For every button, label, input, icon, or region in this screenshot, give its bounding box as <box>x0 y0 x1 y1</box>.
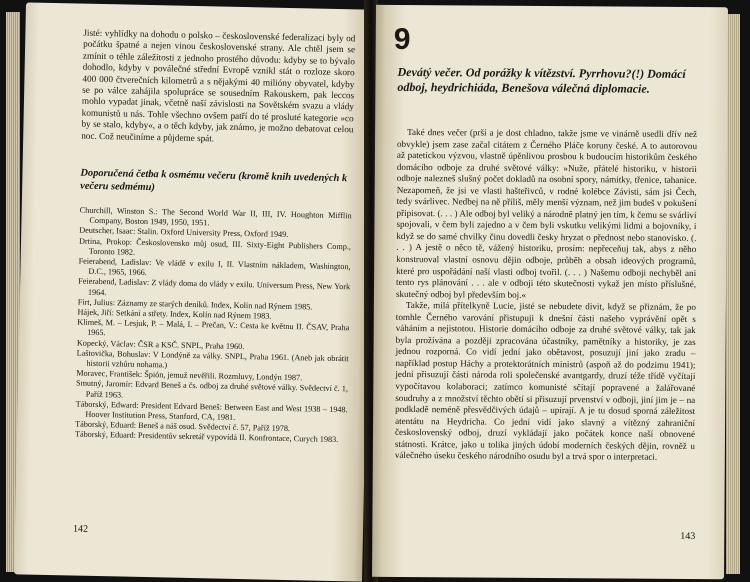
left-page-number: 142 <box>72 523 89 535</box>
body-paragraph: Takže, milá přítelkyně Lucie, jisté se nebudete divit, když se přiznám, že po tomhle Černého varování přistupuji k dnešní části našeho vyprávění opět s váháním a nejistotou. Historie domácího odboje za druhé světové války, tak jak byla prožívána a později zpracována účastníky, pamětníky a historiky, je zas jednou rozporná. Co vidí jední jako obětavost, posuzují jiní jako zradu – například postup Háchy a protektorátních ministrů (aspoň až do podzimu 1941); jední přisuzují části národa roli společenské avantgardy, druzí téže třídě vyčítají vypočítavou kolaboraci; zatímco komunisté sčítají popravené a žalářované soudruhy a z množství těchto obětí si přisuzují prvenství v odboji, jiní jim je – na podkladě neméně přesvědčivých údajů – upírají. A je tu dosud sporná záležitost atentátu na Heydricha. Co jední vidí jako slavný a vítězný zahraniční československý odboj, druzí vykládají jako počátek konce naší obnovené státnosti. Krátce, jako u tolika jiných údobí moderních českých dějin, rovněž u válečného úseku českého národního osudu byl a trvá spor o interpretaci. <box>394 300 696 463</box>
chapter-number: 9 <box>393 22 411 57</box>
chapter-body <box>395 127 697 464</box>
recommended-reading-heading: Doporučená četba k osmému večeru (kromě knih uvedených k večeru sedmému) <box>80 167 348 193</box>
reference-item: Feierabend, Ladislav: Z vlády doma do vlády v exilu. Universum Press, New York 1964. <box>78 276 351 297</box>
reference-item: Drtina, Prokop: Československo můj osud, III. Sixty-Eight Publishers Comp., Toronto 1982. <box>78 236 352 257</box>
right-page-number: 143 <box>680 530 696 543</box>
right-page-edges <box>726 14 740 574</box>
right-page <box>372 5 728 579</box>
reference-item: Churchill, Winston S.: The Second World War II, III, IV. Houghton Mifflin Company, Boston 1949, 1950, 1951. <box>79 205 352 228</box>
reference-item: Klimeš, M. – Lesjuk, P. – Malá, I. – Prečan, V.: Cesta ke květnu II. ČSAV, Praha 1965. <box>77 317 350 338</box>
left-page <box>14 2 374 581</box>
reference-item: Laštovička, Bohuslav: V Londýně za války. SNPL, Praha 1961. (Aneb jak obrátit historii vzhůru nohama.) <box>76 348 349 370</box>
reference-list <box>75 206 352 446</box>
reference-item: Táborský, Eduard: Beneš a náš osud. Svědectví č. 57, Paříž 1978. <box>75 419 291 434</box>
intro-text: Jisté: vyhlídky na dohodu o polsko – československé federalizaci byly od počátku špatné a nejen vinou československé strany. Ale chtěl jsem se zmínit o téhle záležitosti z jednoho prostého důvodu: kdyby se to bývalo dohodlo, kdyby v poválečné střední Evropě vznikl stát o rozloze skoro 400 000 čtverečních kilometrů a s nějakými 40 milióny obyvatel, kdyby se po válce zahájila spolupráce se sousedním Rakouskem, pak leccos mohlo vypadat jinak, včetně naší závislosti na Sovětském svazu a vlády komunistů u nás. Tohle všechno ovšem patří do té prosluté kategorie »co by se stalo, kdyby«, a o těch kdyby, jak známo, je možno debatovat celou noc. Což neučiníme a půjdeme spát. <box>81 27 356 144</box>
reference-item: Táborský, Eduard: Presidentův sekretář vypovídá II. Konfrontace, Curych 1983. <box>74 430 339 445</box>
reference-item: Moravec, František: Špión, jemuž nevěřili. Rozmluvy, Londýn 1987. <box>76 368 303 383</box>
reference-item: Kopecký, Václav: ČSR a KSČ. SNPL, Praha 1960. <box>76 338 245 351</box>
reference-item: Smutný, Jaromír: Edvard Beneš a čs. odboj za druhé světové války. Svědectví č. 1, Paříž 1963. <box>75 379 349 400</box>
reference-item: Firt, Julius: Záznamy ze starých deníků. Index, Kolín nad Rýnem 1985. <box>77 297 313 312</box>
reference-item: Feierabend, Ladislav: Ve vládě v exilu I, II. Vlastním nákladem, Washington, D.C., 1965, 1966. <box>78 256 351 278</box>
chapter-title: Devátý večer. Od porážky k vítězství. Pyrrhovu?(!) Domácí odboj, heydrichiáda, Benešova válečná diplomacie. <box>397 64 686 96</box>
reference-item: Deutscher, Isaac: Stalin. Oxford University Press, Oxford 1949. <box>79 225 289 240</box>
reference-item: Hájek, Jiří: Setkání a střety. Index, Kolín nad Rýnem 1983. <box>77 307 272 321</box>
intro-paragraph <box>81 28 355 148</box>
body-paragraph: Také dnes večer (prší a je dost chladno, takže jsme ve vinárně usedli dřív než obvykle) jsem zase začal citátem z Černého Pláče koruny české. A to autorovou až patetickou výzvou, vlastně úpěnlivou prosbou k budoucím historikům českého domácího odboje za druhé světové války: »Nuže, přátelé historiku, v historii odboje nalezneš slušný počet dokladů na osobní spory, námitky, třenice, tahanice. Nezapomeň, že jsi ve vlasti hašteřivců, v rodné kolébce Závisti, sám jsi Čech, tedy svárlivec. Nedbej na ně příliš, měly menší význam, než jim budeš v pokušení připisovat. (. . . ) Ale odboj byl veliký a národně platný jen tím, k čemu se svárliví spojovali, v čem byli zajedno a v čem byli vskutku velikými lidmi a bojovníky, i když se do samé chvilky činu dovedli česky hryzat o přednost nebo stanovisko. (. . . ) A jestě o něco tě, vážený historiku, prosím: nepřeceňuj tak, abys z něho konstruoval vlastní osnovu dějin odboje, průběh a obsah ideových programů, které pro uspořádání naší vlasti odboj tvořil. (. . . ) Našemu odboji nechyběl ani tento rys plánování . . . ale v odboji této skutečnosti vykaž jen místo příslušné, skutečný odboj byl především boj.« <box>395 126 698 300</box>
reference-item: Táborský, Edward: President Edvard Beneš: Between East and West 1938 – 1948. Hoover Institution Press, Stanford, CA, 1981. <box>75 399 348 422</box>
